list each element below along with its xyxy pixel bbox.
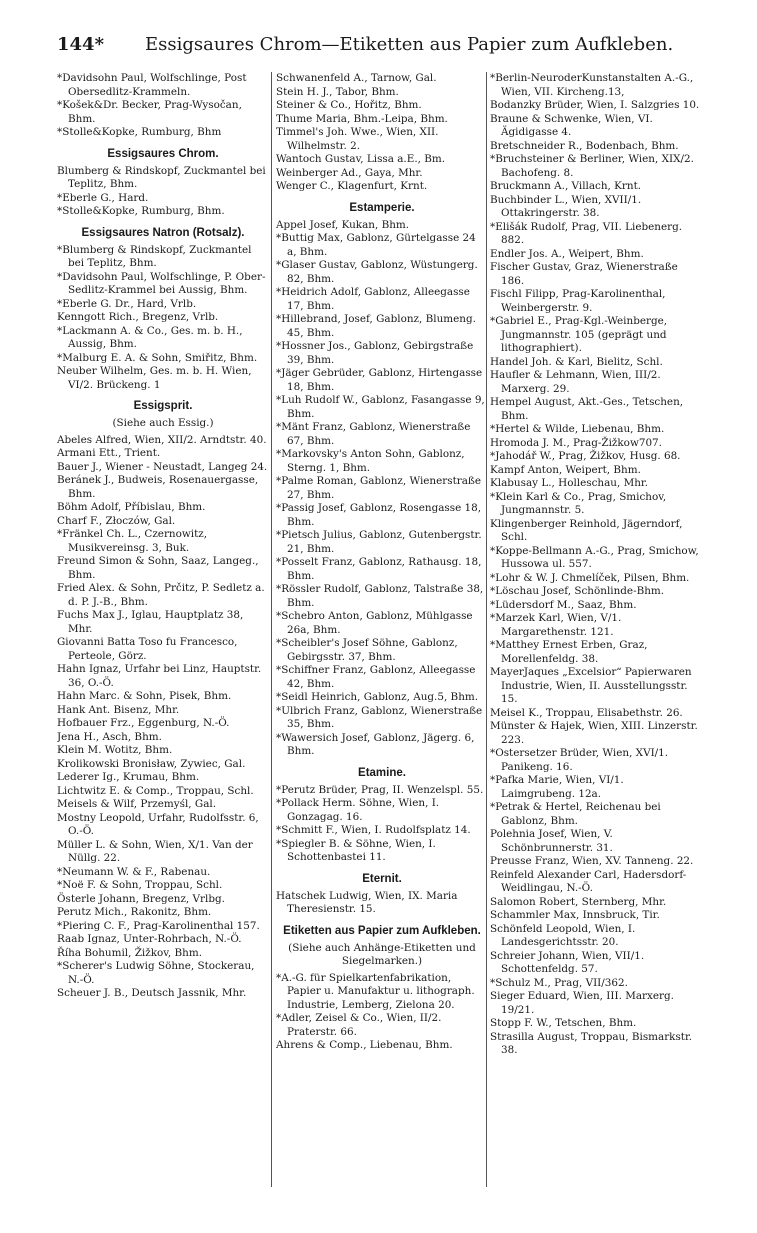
directory-entry: *Ostersetzer Brüder, Wien, XVI/1. Panikeng. 16. [490, 747, 669, 773]
directory-entry: Hofbauer Frz., Eggenburg, N.-Ö. [57, 717, 230, 729]
directory-entry: Stein H. J., Tabor, Bhm. [276, 85, 399, 98]
directory-entry: Buchbinder L., Wien, XVII/1. Ottakringerstr. 38. [490, 193, 642, 219]
directory-entry: *Davidsohn Paul, Wolfschlinge, P. Ober-Sedlitz-Krammel bei Aussig, Bhm. [57, 270, 266, 296]
directory-entry: Říha Bohumil, Žižkov, Bhm. [57, 946, 203, 959]
directory-entry: *Davidsohn Paul, Wolfschlinge, Post Obersedlitz-Krammeln. [57, 72, 247, 98]
directory-entry: Schammler Max, Innsbruck, Tir. [490, 909, 660, 921]
directory-entry: Charf F., Złoczów, Gal. [57, 514, 176, 527]
directory-entry: Stopp F. W., Tetschen, Bhm. [490, 1017, 637, 1029]
directory-entry: Armani Ett., Trient. [57, 447, 161, 459]
directory-entry: MayerJaques „Excelsior“ Papierwaren Industrie, Wien, II. Ausstellungsstr. 15. [490, 666, 692, 705]
directory-entry: *Posselt Franz, Gablonz, Rathausg. 18, Bhm. [276, 556, 482, 582]
directory-entry: *Scheibler's Josef Söhne, Gablonz, Gebirgsstr. 37, Bhm. [276, 637, 458, 663]
directory-entry: Hromoda J. M., Prag-Žižkow707. [490, 436, 662, 449]
directory-entry: Münster & Hajek, Wien, XIII. Linzerstr. 223. [490, 720, 698, 746]
directory-entry: *Pafka Marie, Wien, VI/1. Laimgrubeng. 12a. [490, 774, 624, 800]
section-note: (Siehe auch Essig.) [112, 417, 214, 429]
directory-entry: Klein M. Wotitz, Bhm. [57, 744, 173, 756]
column-3 [490, 72, 700, 1192]
directory-entry: Lederer Ig., Krumau, Bhm. [57, 771, 200, 783]
directory-entry: *Košek&Dr. Becker, Prag-Wysočan, Bhm. [57, 99, 242, 125]
directory-entry: *Ulbrich Franz, Gablonz, Wienerstraße 35, Bhm. [276, 704, 483, 730]
directory-entry: Hank Ant. Bisenz, Mhr. [57, 703, 180, 716]
directory-entry: *Lüdersdorf M., Saaz, Bhm. [490, 598, 637, 611]
section-heading: Eternit. [362, 872, 402, 885]
section-heading: Etamine. [358, 766, 406, 779]
column-2 [276, 72, 488, 1192]
directory-entry: *Rössler Rudolf, Gablonz, Talstraße 38, Bhm. [276, 583, 484, 609]
directory-entry: Beránek J., Budweis, Rosenauergasse, Bhm. [57, 474, 259, 500]
directory-entry: *Spiegler B. & Söhne, Wien, I. Schottenbastei 11. [276, 837, 436, 863]
directory-entry: Freund Simon & Sohn, Saaz, Langeg., Bhm. [57, 555, 259, 581]
directory-entry: *Palme Roman, Gablonz, Wienerstraße 27, Bhm. [276, 475, 482, 501]
directory-entry: Hatschek Ludwig, Wien, IX. Maria Theresienstr. 15. [276, 889, 458, 915]
directory-entry: *Hillebrand, Josef, Gablonz, Blumeng. 45, Bhm. [276, 313, 476, 339]
directory-entry: *Schiffner Franz, Gablonz, Alleegasse 42, Bhm. [276, 664, 476, 690]
directory-entry: *A.-G. für Spielkartenfabrikation, Papier u. Manufaktur u. lithograph. Industrie, Lemberg, Zielona 20. [276, 971, 475, 1011]
section-heading: Essigsaures Chrom. [107, 147, 219, 160]
directory-entry: *Matthey Ernest Erben, Graz, Morellenfeldg. 38. [490, 639, 648, 665]
directory-entry: *Klein Karl & Co., Prag, Smichov, Jungmannstr. 5. [490, 490, 667, 516]
directory-entry: Bruckmann A., Villach, Krnt. [490, 180, 642, 192]
directory-entry: *Stolle&Kopke, Rumburg, Bhm. [57, 205, 225, 217]
column-1 [57, 72, 269, 1192]
directory-entry: *Passig Josef, Gablonz, Rosengasse 18, Bhm. [276, 502, 482, 528]
directory-entry: *Löschau Josef, Schönlinde-Bhm. [490, 585, 665, 597]
directory-entry: Kampf Anton, Weipert, Bhm. [490, 463, 641, 476]
directory-entry: *Hertel & Wilde, Liebenau, Bhm. [490, 423, 665, 435]
directory-entry: *Schmitt F., Wien, I. Rudolfsplatz 14. [276, 824, 471, 836]
section-heading: Essigsprit. [133, 400, 193, 412]
section-heading: Etiketten aus Papier zum Aufkleben. [283, 924, 481, 937]
directory-entry: Haufler & Lehmann, Wien, III/2. Marxerg. 29. [490, 369, 661, 395]
directory-entry: Raab Ignaz, Unter-Rohrbach, N.-Ö. [57, 933, 242, 945]
directory-entry: Endler Jos. A., Weipert, Bhm. [490, 247, 644, 260]
page-number: 144* [57, 34, 104, 55]
directory-entry: *Markovsky's Anton Sohn, Gablonz, Sterng. 1, Bhm. [276, 448, 465, 474]
directory-entry: Strasilla August, Troppau, Bismarkstr. 38. [490, 1030, 693, 1056]
directory-entry: Blumberg & Rindskopf, Zuckmantel bei Teplitz, Bhm. [57, 164, 266, 190]
directory-entry: Fischer Gustav, Graz, Wienerstraße 186. [490, 261, 678, 287]
directory-entry: *Seidl Heinrich, Gablonz, Aug.5, Bhm. [276, 691, 479, 703]
directory-entry: Preusse Franz, Wien, XV. Tanneng. 22. [490, 855, 694, 867]
section-heading: Essigsaures Natron (Rotsalz). [81, 226, 245, 239]
directory-entry: *Schulz M., Prag, VII/362. [490, 976, 628, 989]
directory-entry: *Stolle&Kopke, Rumburg, Bhm [57, 126, 222, 138]
directory-entry: Müller L. & Sohn, Wien, X/1. Van der Nüllg. 22. [57, 838, 253, 864]
directory-entry: Salomon Robert, Sternberg, Mhr. [490, 895, 667, 908]
directory-entry: *Schebro Anton, Gablonz, Mühlgasse 26a, Bhm. [276, 610, 473, 636]
directory-entry: Timmel's Joh. Wwe., Wien, XII. Wilhelmstr. 2. [276, 126, 439, 152]
directory-entry: *Hossner Jos., Gablonz, Gebirgstraße 39, Bhm. [276, 340, 474, 366]
directory-entry: Jena H., Asch, Bhm. [57, 730, 162, 743]
directory-entry: Bretschneider R., Bodenbach, Bhm. [490, 139, 679, 152]
directory-entry: Österle Johann, Bregenz, Vrlbg. [57, 892, 225, 905]
directory-entry: *Gabriel E., Prag-Kgl.-Weinberge, Jungmannstr. 105 (geprägt und lithographiert). [490, 315, 668, 354]
directory-entry: *Adler, Zeisel & Co., Wien, II/2. Praterstr. 66. [276, 1012, 442, 1038]
directory-entry: Handel Joh. & Karl, Bielitz, Schl. [490, 355, 663, 368]
directory-entry: Mostny Leopold, Urfahr, Rudolfsstr. 6, O.-Ö. [57, 811, 259, 837]
directory-entry: Meisel K., Troppau, Elisabethstr. 26. [490, 706, 683, 719]
directory-entry: Hempel August, Akt.-Ges., Tetschen, Bhm. [490, 396, 684, 422]
directory-entry: *Petrak & Hertel, Reichenau bei Gablonz, Bhm. [490, 801, 661, 827]
column-divider [271, 72, 272, 1187]
directory-entry: *Pollack Herm. Söhne, Wien, I. Gonzagag. 16. [276, 797, 440, 823]
directory-entry: Hahn Ignaz, Urfahr bei Linz, Hauptstr. 36, O.-Ö. [57, 663, 262, 689]
directory-entry: *Bruchsteiner & Berliner, Wien, XIX/2. Bachofeng. 8. [490, 153, 694, 179]
directory-entry: Meisels & Wilf, Przemyśl, Gal. [57, 798, 217, 810]
directory-entry: Weinberger Ad., Gaya, Mhr. [276, 166, 423, 179]
directory-entry: Schönfeld Leopold, Wien, I. Landesgerichtsstr. 20. [490, 922, 636, 948]
directory-entry: *Mänt Franz, Gablonz, Wienerstraße 67, Bhm. [276, 421, 471, 447]
directory-entry: *Piering C. F., Prag-Karolinenthal 157. [57, 919, 260, 932]
directory-entry: Appel Josef, Kukan, Bhm. [276, 218, 410, 231]
directory-entry: *Pietsch Julius, Gablonz, Gutenbergstr. 21, Bhm. [276, 529, 482, 555]
directory-entry: *Fränkel Ch. L., Czernowitz, Musikvereinsg. 3, Buk. [57, 528, 208, 554]
directory-entry: Polehnia Josef, Wien, V. Schönbrunnerstr. 31. [490, 828, 613, 854]
directory-entry: Giovanni Batta Toso fu Francesco, Perteole, Görz. [57, 636, 238, 662]
directory-entry: *Wawersich Josef, Gablonz, Jägerg. 6, Bhm. [276, 731, 475, 757]
directory-entry: Lichtwitz E. & Comp., Troppau, Schl. [57, 784, 254, 797]
directory-entry: Bodanzky Brüder, Wien, I. Salzgries 10. [490, 99, 700, 111]
directory-entry: *Neumann W. & F., Rabenau. [57, 865, 211, 878]
directory-entry: *Luh Rudolf W., Gablonz, Fasangasse 9, Bhm. [276, 394, 485, 420]
directory-entry: *Elišák Rudolf, Prag, VII. Liebenerg. 882. [490, 220, 683, 246]
directory-entry: *Jahodář W., Prag, Žižkov, Husg. 68. [490, 450, 681, 462]
directory-entry: *Noë F. & Sohn, Troppau, Schl. [57, 879, 223, 891]
directory-entry: *Glaser Gustav, Gablonz, Wüstungerg. 82, Bhm. [276, 259, 478, 285]
directory-entry: *Berlin-NeuroderKunstanstalten A.-G., Wien, VII. Kircheng.13, [490, 72, 694, 98]
page-title: Essigsaures Chrom—Etiketten aus Papier zum Aufkleben. [145, 34, 674, 55]
directory-entry: *Koppe-Bellmann A.-G., Prag, Smichow, Hussowa ul. 557. [490, 544, 699, 570]
directory-entry: Steiner & Co., Hořitz, Bhm. [276, 99, 422, 111]
directory-entry: *Scherer's Ludwig Söhne, Stockerau, N.-Ö. [57, 960, 255, 986]
directory-entry: *Blumberg & Rindskopf, Zuckmantel bei Teplitz, Bhm. [57, 243, 252, 269]
directory-entry: Klingenberger Reinhold, Jägerndorf, Schl. [490, 517, 683, 543]
directory-entry: Wantoch Gustav, Lissa a.E., Bm. [276, 153, 446, 165]
directory-entry: Scheuer J. B., Deutsch Jassnik, Mhr. [57, 987, 247, 999]
directory-entry: *Malburg E. A. & Sohn, Smiřitz, Bhm. [57, 351, 258, 364]
directory-entry: Abeles Alfred, Wien, XII/2. Arndtstr. 40. [57, 433, 267, 446]
directory-entry: *Eberle G., Hard. [57, 191, 149, 204]
directory-entry: Böhm Adolf, Příbislau, Bhm. [57, 501, 206, 513]
directory-entry: *Heidrich Adolf, Gablonz, Alleegasse 17, Bhm. [276, 286, 470, 312]
directory-entry: Fuchs Max J., Iglau, Hauptplatz 38, Mhr. [57, 609, 244, 635]
page-header [57, 34, 697, 58]
directory-entry: Neuber Wilhelm, Ges. m. b. H. Wien, VI/2. Brückeng. 1 [57, 365, 252, 391]
directory-entry: *Eberle G. Dr., Hard, Vrlb. [57, 297, 197, 310]
directory-entry: Thume Maria, Bhm.-Leipa, Bhm. [276, 112, 448, 125]
directory-entry: Perutz Mich., Rakonitz, Bhm. [57, 906, 212, 918]
directory-entry: Fischl Filipp, Prag-Karolinenthal, Weinbergerstr. 9. [490, 288, 666, 314]
directory-entry: Schreier Johann, Wien, VII/1. Schottenfeldg. 57. [490, 949, 645, 975]
directory-entry: *Jäger Gebrüder, Gablonz, Hirtengasse 18, Bhm. [276, 367, 483, 393]
directory-entry: Reinfeld Alexander Carl, Hadersdorf-Weidlingau, N.-Ö. [490, 868, 687, 894]
directory-entry: Braune & Schwenke, Wien, VI. Ägidigasse 4. [490, 112, 653, 138]
section-note: (Siehe auch Anhänge-Etiketten und Siegelmarken.) [288, 941, 476, 967]
directory-entry: Klabusay L., Holleschau, Mhr. [490, 477, 649, 489]
directory-entry: Krolikowski Bronisław, Zywiec, Gal. [57, 757, 246, 770]
directory-entry: *Lackmann A. & Co., Ges. m. b. H., Aussig, Bhm. [57, 324, 243, 350]
directory-entry: Bauer J., Wiener - Neustadt, Langeg 24. [57, 460, 268, 473]
directory-entry: Ahrens & Comp., Liebenau, Bhm. [276, 1039, 453, 1051]
directory-entry: *Lohr & W. J. Chmelíček, Pilsen, Bhm. [490, 571, 690, 584]
directory-entry: *Marzek Karl, Wien, V/1. Margarethenstr. 121. [490, 612, 622, 638]
directory-entry: Schwanenfeld A., Tarnow, Gal. [276, 72, 437, 84]
directory-entry: *Buttig Max, Gablonz, Gürtelgasse 24 a, Bhm. [276, 232, 476, 258]
directory-entry: Sieger Eduard, Wien, III. Marxerg. 19/21. [490, 990, 674, 1016]
directory-entry: Fried Alex. & Sohn, Prčitz, P. Sedletz a. d. P. J.-B., Bhm. [57, 582, 265, 608]
section-heading: Estamperie. [349, 201, 415, 214]
directory-entry: *Perutz Brüder, Prag, II. Wenzelspl. 55. [276, 783, 484, 796]
directory-entry: Kenngott Rich., Bregenz, Vrlb. [57, 311, 219, 323]
directory-entry: Hahn Marc. & Sohn, Pisek, Bhm. [57, 690, 232, 702]
directory-entry: Wenger C., Klagenfurt, Krnt. [276, 180, 428, 192]
